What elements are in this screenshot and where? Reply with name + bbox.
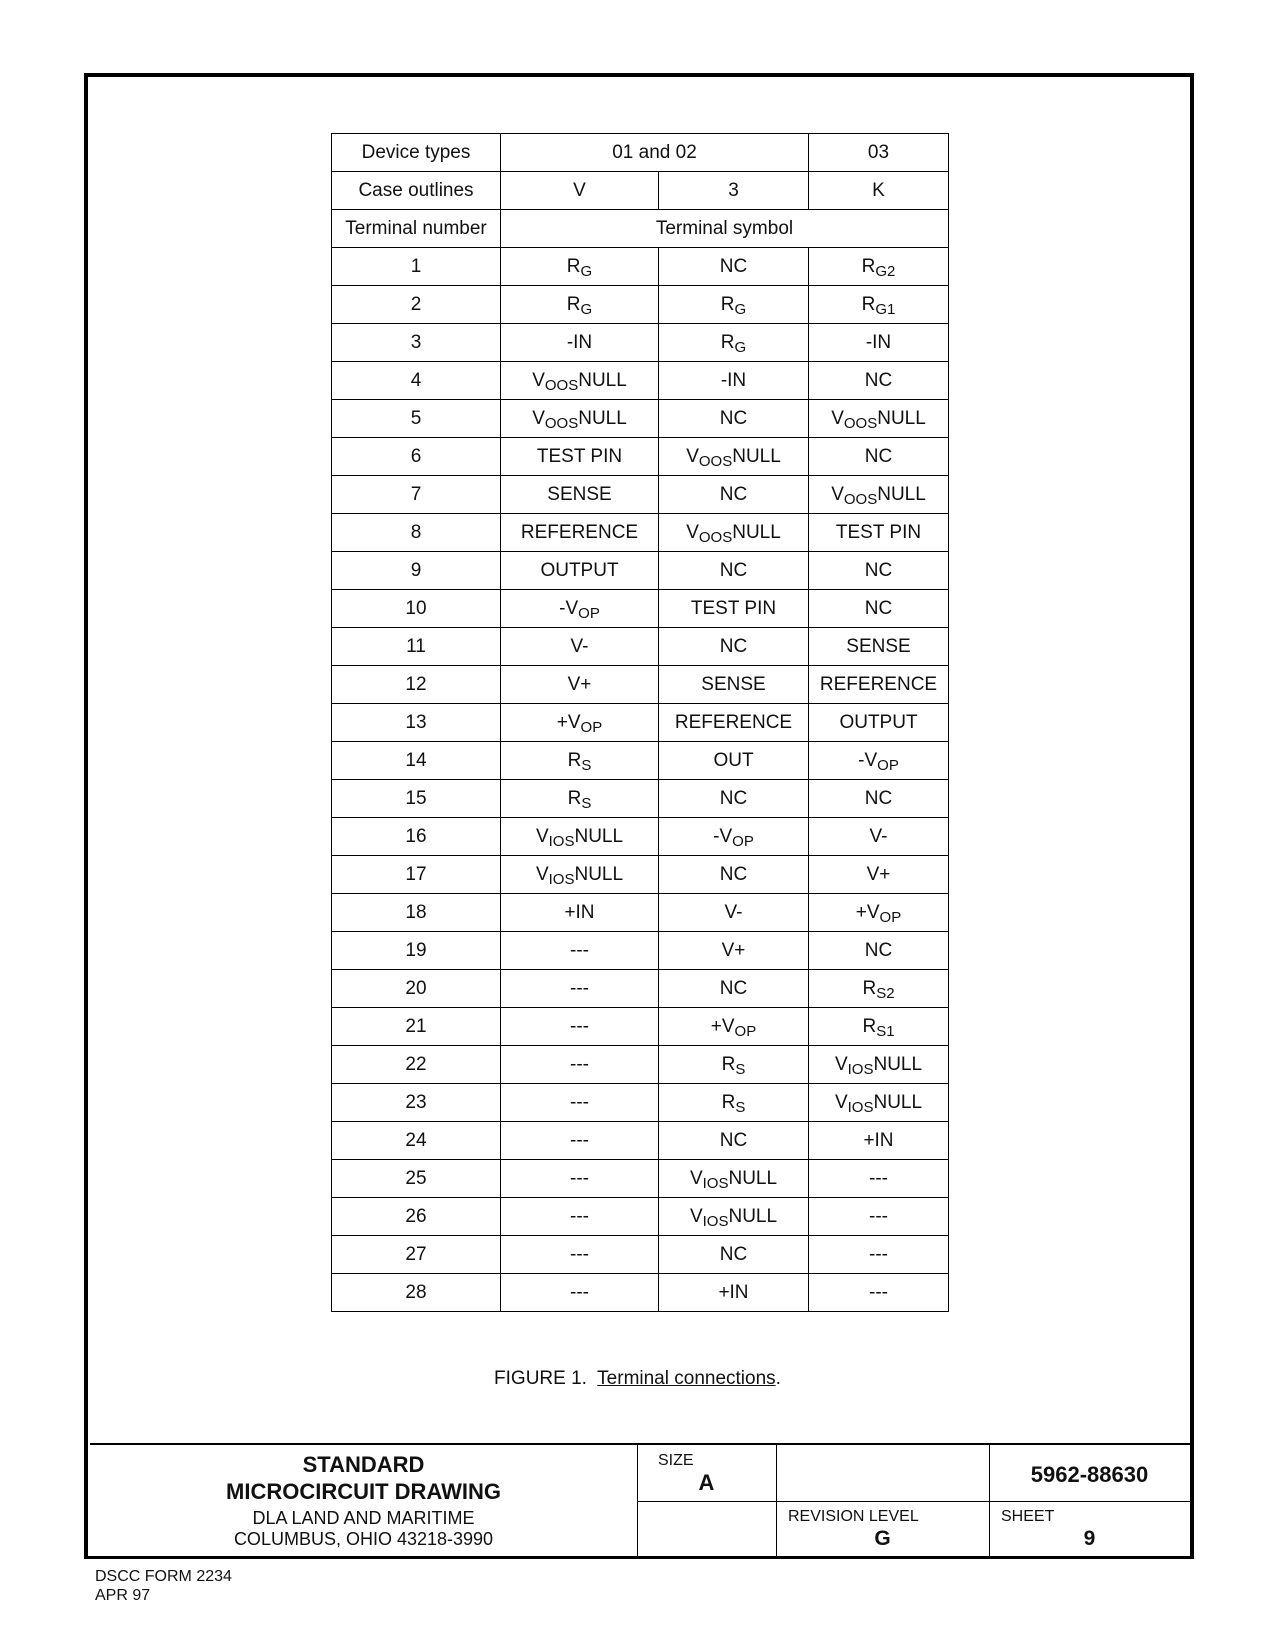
table-row <box>332 1008 949 1046</box>
microcircuit-title: MICROCIRCUIT DRAWING <box>226 1479 501 1504</box>
symbol-case-v: $-V_{OP}$ <box>501 590 659 628</box>
symbol-case-3: NC <box>659 1236 809 1274</box>
symbol-case-v: $V_{OOS}NULL$ <box>501 362 659 400</box>
symbol-case-k: $V_{IOS}NULL$ <box>809 1046 949 1084</box>
symbol-case-k: $V_{OOS}NULL$ <box>809 400 949 438</box>
symbol-case-3: NC <box>659 476 809 514</box>
subscript: IOS <box>548 832 575 850</box>
terminal-number: 1 <box>332 248 501 286</box>
revision-label: REVISION LEVEL <box>788 1508 919 1525</box>
symbol-case-k: $R_{G1}$ <box>809 286 949 324</box>
symbol-case-v: $+V_{OP}$ <box>501 704 659 742</box>
size-label: SIZE <box>658 1452 694 1469</box>
terminal-number: 16 <box>332 818 501 856</box>
symbol-case-3: NC <box>659 552 809 590</box>
table-row <box>332 628 949 666</box>
subscript: S <box>581 794 592 812</box>
terminal-number: 5 <box>332 400 501 438</box>
symbol-case-v: --- <box>501 932 659 970</box>
symbol-case-k: $R_{G2}$ <box>809 248 949 286</box>
table-row <box>332 666 949 704</box>
case-k: K <box>809 172 949 210</box>
subscript: IOS <box>847 1060 874 1078</box>
title-block <box>90 1443 1190 1558</box>
case-v: V <box>501 172 659 210</box>
subscript: G1 <box>875 300 896 318</box>
symbol-case-v: OUTPUT <box>501 552 659 590</box>
terminal-number: 21 <box>332 1008 501 1046</box>
symbol-case-3: $+V_{OP}$ <box>659 1008 809 1046</box>
table-row <box>332 856 949 894</box>
symbol-case-3: $-V_{OP}$ <box>659 818 809 856</box>
symbol-case-v: V+ <box>501 666 659 704</box>
symbol-case-k: NC <box>809 552 949 590</box>
symbol-case-k: $-V_{OP}$ <box>809 742 949 780</box>
figure-title: Terminal connections <box>597 1368 776 1389</box>
table-row <box>332 1122 949 1160</box>
table-row <box>332 1046 949 1084</box>
terminal-number: 10 <box>332 590 501 628</box>
subscript: IOS <box>548 870 575 888</box>
terminal-number: 6 <box>332 438 501 476</box>
terminal-number: 8 <box>332 514 501 552</box>
form-number: DSCC FORM 2234 <box>95 1568 232 1585</box>
symbol-case-k: --- <box>809 1236 949 1274</box>
subscript: OOS <box>843 490 878 508</box>
table-row <box>332 514 949 552</box>
drawing-title <box>90 1445 637 1550</box>
symbol-case-3: REFERENCE <box>659 704 809 742</box>
symbol-case-v: REFERENCE <box>501 514 659 552</box>
case-outlines-label: Case outlines <box>332 172 501 210</box>
symbol-case-3: $V_{OOS}NULL$ <box>659 438 809 476</box>
symbol-case-k: V+ <box>809 856 949 894</box>
terminal-number: 19 <box>332 932 501 970</box>
subscript: OP <box>879 908 902 926</box>
symbol-case-3: $V_{IOS}NULL$ <box>659 1198 809 1236</box>
subscript: G <box>734 300 747 318</box>
symbol-case-3: NC <box>659 856 809 894</box>
terminal-number: 22 <box>332 1046 501 1084</box>
symbol-case-v: $V_{IOS}NULL$ <box>501 818 659 856</box>
terminal-number: 9 <box>332 552 501 590</box>
symbol-case-3: V+ <box>659 932 809 970</box>
table-row <box>332 552 949 590</box>
symbol-case-k: SENSE <box>809 628 949 666</box>
table-row <box>332 248 949 286</box>
symbol-case-3: NC <box>659 400 809 438</box>
terminal-number: 12 <box>332 666 501 704</box>
symbol-case-v: V- <box>501 628 659 666</box>
table-row <box>332 818 949 856</box>
symbol-case-v: SENSE <box>501 476 659 514</box>
terminal-number-label: Terminal number <box>332 210 501 248</box>
divider <box>637 1501 1190 1502</box>
subscript: OP <box>580 718 603 736</box>
symbol-case-3: NC <box>659 780 809 818</box>
subscript: S2 <box>876 984 895 1002</box>
symbol-case-v: --- <box>501 1008 659 1046</box>
table-row <box>332 894 949 932</box>
terminal-number: 18 <box>332 894 501 932</box>
symbol-case-3: $R_S$ <box>659 1084 809 1122</box>
subscript: OOS <box>544 376 579 394</box>
subscript: OP <box>734 1022 757 1040</box>
symbol-case-k: OUTPUT <box>809 704 949 742</box>
symbol-case-3: NC <box>659 628 809 666</box>
symbol-case-k: --- <box>809 1160 949 1198</box>
symbol-case-3: OUT <box>659 742 809 780</box>
subscript: G <box>580 300 593 318</box>
size-value: A <box>698 1470 715 1495</box>
terminal-symbol-label: Terminal symbol <box>501 210 949 248</box>
terminal-number: 3 <box>332 324 501 362</box>
terminal-number: 14 <box>332 742 501 780</box>
table-row <box>332 476 949 514</box>
symbol-case-k: $R_{S2}$ <box>809 970 949 1008</box>
subscript: S <box>581 756 592 774</box>
subscript: G <box>580 262 593 280</box>
symbol-case-3: NC <box>659 970 809 1008</box>
subscript: OP <box>578 604 600 622</box>
symbol-case-k: NC <box>809 438 949 476</box>
drawing-number: 5962-88630 <box>1030 1462 1149 1487</box>
figure-caption <box>0 1368 1275 1390</box>
table-row <box>332 1236 949 1274</box>
table-row <box>332 438 949 476</box>
terminal-number: 4 <box>332 362 501 400</box>
terminal-number: 27 <box>332 1236 501 1274</box>
table-row <box>332 970 949 1008</box>
symbol-case-v: --- <box>501 970 659 1008</box>
symbol-case-3: NC <box>659 1122 809 1160</box>
terminal-number: 15 <box>332 780 501 818</box>
subscript: IOS <box>847 1098 874 1116</box>
symbol-case-v: $R_S$ <box>501 780 659 818</box>
symbol-case-k: --- <box>809 1274 949 1312</box>
terminal-number: 7 <box>332 476 501 514</box>
subscript: OOS <box>698 452 733 470</box>
terminal-header-row <box>332 210 949 248</box>
table-row <box>332 362 949 400</box>
subscript: S1 <box>876 1022 895 1040</box>
symbol-case-3: $R_S$ <box>659 1046 809 1084</box>
table-row <box>332 704 949 742</box>
symbol-case-v: -IN <box>501 324 659 362</box>
symbol-case-k: --- <box>809 1198 949 1236</box>
symbol-case-3: NC <box>659 248 809 286</box>
table-row <box>332 932 949 970</box>
sheet-label: SHEET <box>1001 1508 1055 1525</box>
symbol-case-k: NC <box>809 780 949 818</box>
symbol-case-k: $R_{S1}$ <box>809 1008 949 1046</box>
terminal-number: 2 <box>332 286 501 324</box>
subscript: OP <box>877 756 899 774</box>
symbol-case-v: --- <box>501 1160 659 1198</box>
symbol-case-k: REFERENCE <box>809 666 949 704</box>
symbol-case-v: $R_G$ <box>501 286 659 324</box>
device-types-label: Device types <box>332 134 501 172</box>
terminal-number: 25 <box>332 1160 501 1198</box>
table-row <box>332 1274 949 1312</box>
agency-name: DLA LAND AND MARITIME <box>252 1508 475 1528</box>
terminal-number: 26 <box>332 1198 501 1236</box>
agency-address: COLUMBUS, OHIO 43218-3990 <box>233 1529 494 1549</box>
symbol-case-k: +IN <box>809 1122 949 1160</box>
subscript: IOS <box>702 1212 729 1230</box>
device-types-row <box>332 134 949 172</box>
symbol-case-v: --- <box>501 1084 659 1122</box>
symbol-case-k: -IN <box>809 324 949 362</box>
symbol-case-v: --- <box>501 1046 659 1084</box>
table-row <box>332 780 949 818</box>
standard-title: STANDARD <box>302 1452 425 1477</box>
subscript: S <box>735 1060 746 1078</box>
subscript: G <box>734 338 747 356</box>
symbol-case-v: --- <box>501 1122 659 1160</box>
subscript: OOS <box>843 414 878 432</box>
symbol-case-v: $V_{OOS}NULL$ <box>501 400 659 438</box>
symbol-case-3: TEST PIN <box>659 590 809 628</box>
device-group-a: 01 and 02 <box>501 134 809 172</box>
table-row <box>332 1084 949 1122</box>
table-row <box>332 400 949 438</box>
terminal-number: 11 <box>332 628 501 666</box>
revision-value: G <box>874 1527 891 1550</box>
symbol-case-3: $V_{IOS}NULL$ <box>659 1160 809 1198</box>
terminal-number: 17 <box>332 856 501 894</box>
terminal-number: 13 <box>332 704 501 742</box>
table-row <box>332 742 949 780</box>
symbol-case-k: $V_{OOS}NULL$ <box>809 476 949 514</box>
terminal-connections-table <box>331 133 949 1312</box>
symbol-case-v: $R_S$ <box>501 742 659 780</box>
symbol-case-v: $R_G$ <box>501 248 659 286</box>
device-group-b: 03 <box>809 134 949 172</box>
subscript: IOS <box>702 1174 729 1192</box>
table-row <box>332 1198 949 1236</box>
symbol-case-3: +IN <box>659 1274 809 1312</box>
terminal-number: 20 <box>332 970 501 1008</box>
form-date: APR 97 <box>95 1587 151 1604</box>
symbol-case-v: --- <box>501 1198 659 1236</box>
terminal-number: 24 <box>332 1122 501 1160</box>
subscript: S <box>735 1098 746 1116</box>
table-row <box>332 590 949 628</box>
symbol-case-v: $V_{IOS}NULL$ <box>501 856 659 894</box>
symbol-case-v: TEST PIN <box>501 438 659 476</box>
symbol-case-k: $V_{IOS}NULL$ <box>809 1084 949 1122</box>
symbol-case-k: NC <box>809 590 949 628</box>
table-row <box>332 1160 949 1198</box>
symbol-case-k: NC <box>809 932 949 970</box>
terminal-number: 28 <box>332 1274 501 1312</box>
symbol-case-k: $+V_{OP}$ <box>809 894 949 932</box>
figure-label: FIGURE 1. <box>494 1368 587 1389</box>
sheet-value: 9 <box>1083 1527 1096 1550</box>
symbol-case-3: -IN <box>659 362 809 400</box>
symbol-case-3: $R_G$ <box>659 324 809 362</box>
symbol-case-3: V- <box>659 894 809 932</box>
symbol-case-v: --- <box>501 1236 659 1274</box>
symbol-case-v: --- <box>501 1274 659 1312</box>
subscript: OOS <box>544 414 579 432</box>
symbol-case-k: NC <box>809 362 949 400</box>
table-row <box>332 324 949 362</box>
case-3: 3 <box>659 172 809 210</box>
symbol-case-3: $V_{OOS}NULL$ <box>659 514 809 552</box>
terminal-number: 23 <box>332 1084 501 1122</box>
symbol-case-v: +IN <box>501 894 659 932</box>
table-row <box>332 286 949 324</box>
form-footer <box>95 1567 232 1605</box>
symbol-case-3: SENSE <box>659 666 809 704</box>
subscript: OOS <box>698 528 733 546</box>
subscript: G2 <box>875 262 896 280</box>
subscript: OP <box>732 832 754 850</box>
figure-period: . <box>775 1368 781 1389</box>
symbol-case-3: $R_G$ <box>659 286 809 324</box>
symbol-case-k: TEST PIN <box>809 514 949 552</box>
case-outlines-row <box>332 172 949 210</box>
symbol-case-k: V- <box>809 818 949 856</box>
